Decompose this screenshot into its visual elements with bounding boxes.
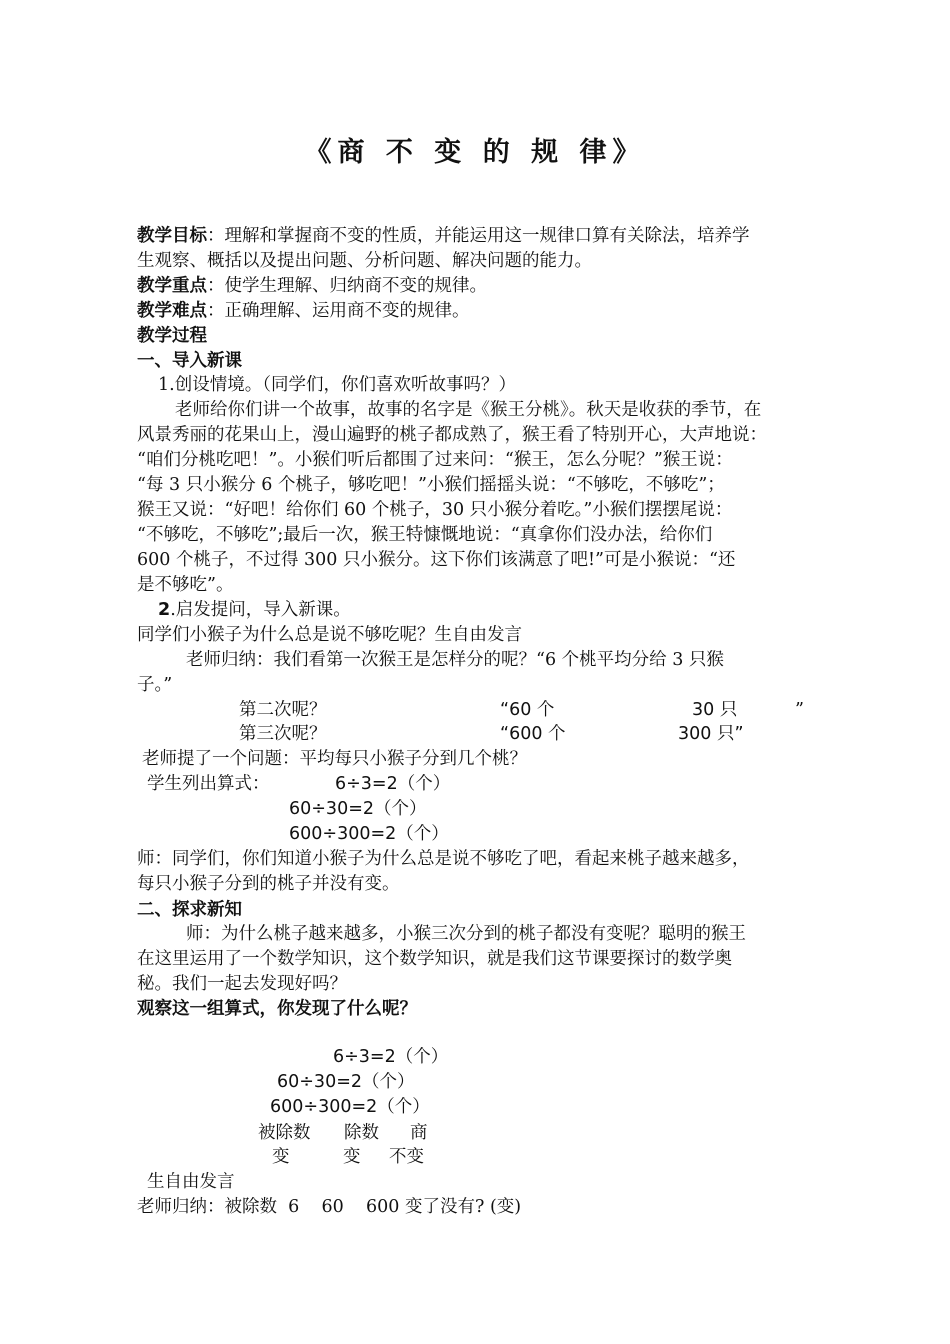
story-line-2: 风景秀丽的花果山上，漫山遍野的桃子都成熟了，猴王看了特别开心，大声地说：	[137, 425, 767, 445]
difficulty-text: ：正确理解、运用商不变的规律。	[207, 301, 470, 321]
story-line-6: “不够吃，不够吃”;最后一次，猴王特慷慨地说：“真拿你们没办法，给你们	[137, 525, 713, 545]
teacher-line-1: 师：同学们，你们知道小猴子为什么总是说不够吃了吧，看起来桃子越来越多，	[137, 849, 750, 869]
section2-heading: 二、探求新知	[137, 900, 242, 920]
section1-heading: 一、导入新课	[137, 351, 242, 371]
equation-2: 60÷30=2（个）	[289, 799, 427, 819]
story-line-5: 猴王又说：“好吧！给你们 60 个桃子，30 只小猴分着吃。”小猴们摆摆尾说：	[137, 500, 733, 520]
key-point-line	[137, 274, 487, 299]
objectives-text: ：理解和掌握商不变的性质，并能运用这一规律口算有关除法，培养学	[207, 226, 750, 246]
question-line: 同学们小猴子为什么总是说不够吃呢？生自由发言	[137, 625, 522, 645]
story-line-1: 老师给你们讲一个故事，故事的名字是《猴王分桃》。秋天是收获的季节，在	[175, 400, 762, 420]
label-quotient: 商	[410, 1123, 428, 1143]
equation-1: 6÷3=2（个）	[335, 774, 451, 794]
row3-peaches: “600 个	[500, 724, 566, 744]
teacher-summary: 老师归纳：被除数 6 60 600 变了没有? (变)	[137, 1197, 522, 1217]
process-heading: 教学过程	[137, 326, 207, 346]
objectives-line-2: 生观察、概括以及提出问题、分析问题、解决问题的能力。	[137, 251, 592, 271]
story-line-7: 600 个桃子，不过得 300 只小猴分。这下你们该满意了吧!”可是小猴说：“还	[137, 550, 736, 570]
row2-peaches: “60 个	[500, 700, 555, 720]
section2-para-2: 在这里运用了一个数学知识，这个数学知识，就是我们这节课要探讨的数学奥	[137, 949, 732, 969]
label-dividend: 被除数	[258, 1123, 311, 1143]
difficulty-label: 教学难点	[137, 301, 207, 321]
label-divisor: 除数	[344, 1123, 379, 1143]
difficulty-line	[137, 299, 470, 324]
row2-close-quote: ”	[795, 700, 804, 720]
free-discussion: 生自由发言	[147, 1172, 235, 1192]
summary-line-2: 子。”	[137, 675, 173, 695]
key-point-label: 教学重点	[137, 276, 207, 296]
observe-prompt: 观察这一组算式，你发现了什么呢？	[137, 999, 417, 1019]
document-title: 《商 不 变 的 规 律》	[304, 137, 646, 168]
teacher-question: 老师提了一个问题：平均每只小猴子分到几个桃？	[142, 749, 527, 769]
section2-para-3: 秘。我们一起去发现好吗？	[137, 974, 347, 994]
item2-text: .启发提问，导入新课。	[170, 600, 351, 620]
story-line-4: “每 3 只小猴分 6 个桃子，够吃吧！”小猴们摇摇头说：“不够吃，不够吃”；	[137, 475, 725, 495]
observe-equation-3: 600÷300=2（个）	[270, 1097, 430, 1117]
teacher-line-2: 每只小猴子分到的桃子并没有变。	[137, 874, 400, 894]
summary-line-1: 老师归纳：我们看第一次猴王是怎样分的呢？“6 个桃平均分给 3 只猴	[186, 650, 724, 670]
row2-label: 第二次呢？	[239, 700, 327, 720]
row3-monkeys: 300 只”	[678, 724, 744, 744]
section1-item1: 1.创设情境。（同学们，你们喜欢听故事吗？）	[158, 375, 516, 395]
row3-label: 第三次呢？	[239, 724, 327, 744]
observe-equation-2: 60÷30=2（个）	[277, 1072, 415, 1092]
item2-number: 2	[158, 600, 171, 620]
story-line-8: 是不够吃”。	[137, 575, 234, 595]
section1-item2	[158, 598, 351, 623]
objectives-label: 教学目标	[137, 226, 207, 246]
section2-para-1: 师：为什么桃子越来越多，小猴三次分到的桃子都没有变呢？聪明的猴王	[186, 924, 746, 944]
observe-equation-1: 6÷3=2（个）	[333, 1047, 449, 1067]
change-quotient: 不变	[389, 1147, 424, 1167]
objectives-line-1	[137, 224, 750, 249]
equation-3: 600÷300=2（个）	[289, 824, 449, 844]
key-point-text: ：使学生理解、归纳商不变的规律。	[207, 276, 487, 296]
students-label: 学生列出算式：	[147, 774, 270, 794]
story-line-3: “咱们分桃吃吧！”。小猴们听后都围了过来问：“猴王，怎么分呢？”猴王说：	[137, 450, 733, 470]
change-dividend: 变	[272, 1147, 290, 1167]
row2-monkeys: 30 只	[692, 700, 738, 720]
change-divisor: 变	[343, 1147, 361, 1167]
